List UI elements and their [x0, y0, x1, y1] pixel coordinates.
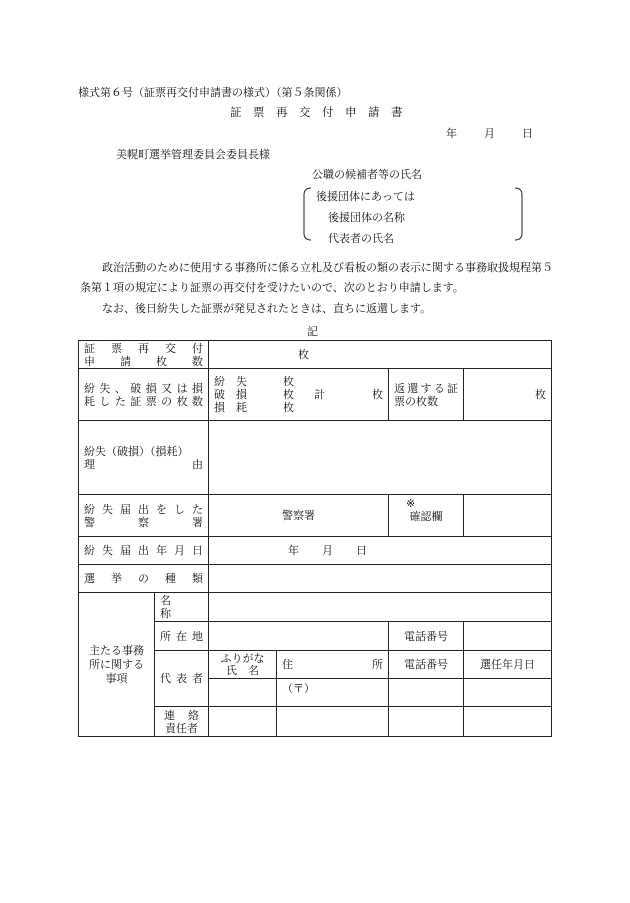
lost-count-label: 紛失、破損又は損 耗した証票の枚数 [79, 369, 209, 421]
appointment-date-field[interactable] [464, 679, 552, 707]
table-row [79, 537, 552, 565]
election-type-field[interactable] [209, 565, 552, 593]
main-office-section-label: 主たる事務所に関する事項 [79, 593, 155, 737]
reissue-count-field[interactable]: 枚 [209, 341, 552, 369]
application-table [78, 340, 552, 737]
rep-address-field[interactable]: （〒） [277, 679, 389, 707]
reason-label: 紛失（破損）（損耗） 理 由 [79, 421, 209, 495]
return-statement: なお、後日紛失した証票が発見されたときは、直ちに返還します。 [102, 302, 432, 315]
residence-label: 住 所 [277, 651, 389, 679]
appointment-date-label: 選任年月日 [464, 651, 552, 679]
report-date-field[interactable]: 年 月 日 [209, 537, 552, 565]
table-row [79, 495, 552, 537]
date-day-label: 日 [522, 127, 533, 140]
office-name-label: 名 称 [155, 593, 209, 622]
table-row [79, 421, 552, 495]
office-address-field[interactable] [209, 622, 389, 651]
table-row [79, 565, 552, 593]
election-type-label: 選 挙 の 種 類 [79, 565, 209, 593]
table-row [79, 593, 552, 622]
contact-phone-field[interactable] [389, 707, 464, 737]
rep-phone-label: 電話番号 [389, 651, 464, 679]
application-statement: 政治活動のために使用する事務所に係る立札及び看板の類の表示に関する事務取扱規程第５条第１項の規定により証票の再交付を受けたいので、次のとおり申請します。 [80, 261, 553, 294]
return-count-field[interactable]: 枚 [464, 369, 552, 421]
police-station-field[interactable]: 警察署 [209, 495, 389, 537]
support-group-name-label: 後援団体の名称 [328, 211, 405, 224]
reason-field[interactable] [209, 421, 552, 495]
candidate-name-label: 公職の候補者等の氏名 [312, 168, 422, 181]
reissue-count-label: 証 票 再 交 付 申 請 枚 数 [79, 341, 209, 369]
contact-person-label: 連 絡 責任者 [155, 707, 209, 737]
date-month-label: 月 [484, 127, 495, 140]
office-phone-label: 電話番号 [389, 622, 464, 651]
office-phone-field[interactable] [464, 622, 552, 651]
table-row [79, 369, 552, 421]
confirmation-field[interactable] [464, 495, 552, 537]
office-address-label: 所 在 地 [155, 622, 209, 651]
ki-heading: 記 [307, 325, 318, 338]
confirmation-label: ※ 確認欄 [389, 495, 464, 537]
table-row [79, 341, 552, 369]
right-bracket [514, 187, 524, 241]
report-date-label: 紛失届出年月日 [79, 537, 209, 565]
rep-name-field[interactable] [209, 679, 277, 707]
lost-count-field[interactable]: 紛 失 枚 破 損 枚 損 耗 枚 計 枚 [209, 369, 389, 421]
date-year-label: 年 [446, 127, 457, 140]
representative-label: 代 表 者 [155, 651, 209, 707]
furigana-name-label: ふりがな 氏 名 [209, 651, 277, 679]
police-station-label: 紛失届出をした 警 察 署 [79, 495, 209, 537]
left-bracket [302, 187, 312, 241]
addressee: 美幌町選挙管理委員会委員長様 [116, 148, 270, 161]
office-name-field[interactable] [209, 593, 552, 622]
document-title: 証 票 再 交 付 申 請 書 [230, 105, 403, 119]
contact-date-field[interactable] [464, 707, 552, 737]
support-group-intro: 後援団体にあっては [316, 190, 415, 203]
return-count-label: 返還する証 票の枚数 [389, 369, 464, 421]
contact-name-field[interactable] [209, 707, 277, 737]
application-date [446, 125, 533, 141]
rep-phone-field[interactable] [389, 679, 464, 707]
form-number-title: 様式第６号（証票再交付申請書の様式）（第５条関係） [78, 86, 348, 99]
representative-name-label: 代表者の氏名 [328, 232, 394, 245]
contact-address-field[interactable] [277, 707, 389, 737]
